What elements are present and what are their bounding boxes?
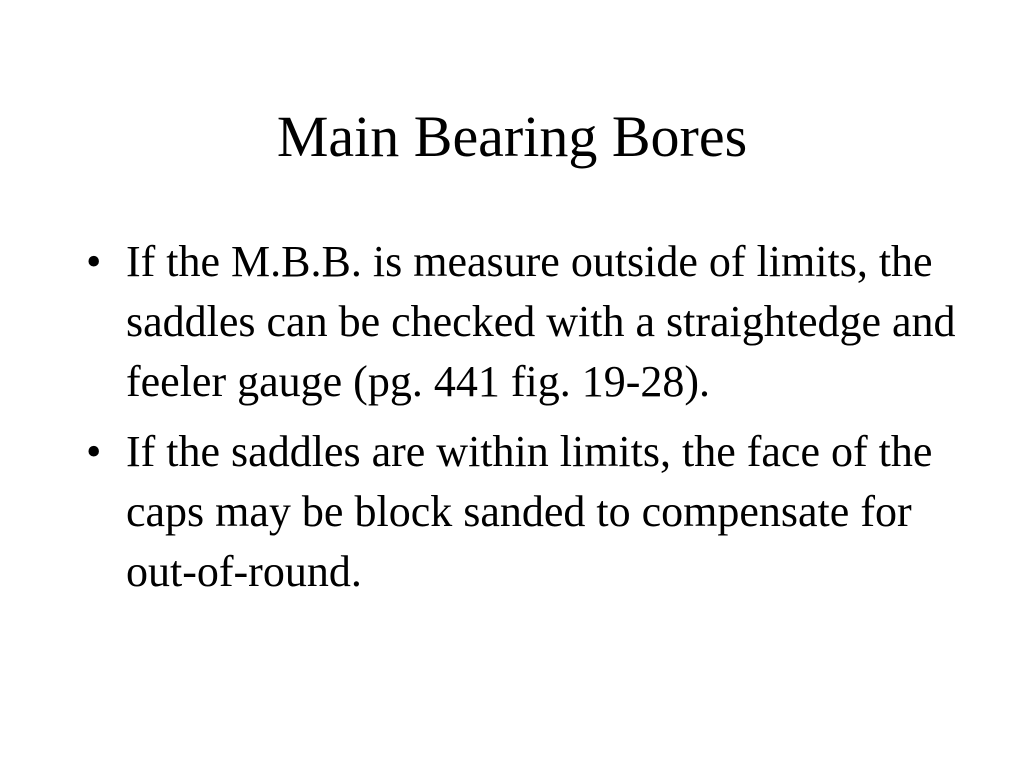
bullet-item	[86, 422, 956, 602]
bullet-icon: •	[86, 237, 102, 286]
bullet-text: If the M.B.B. is measure outside of limits, the saddles can be checked with a straightedge and feeler gauge (pg. 441 fig. 19-28).	[126, 237, 956, 406]
bullet-icon: •	[86, 427, 102, 476]
bullet-item	[86, 232, 956, 412]
slide-title: Main Bearing Bores	[276, 104, 748, 169]
bullet-text: If the saddles are within limits, the face of the caps may be block sanded to compensate for out-of-round.	[126, 427, 933, 596]
bullet-list	[86, 232, 956, 612]
